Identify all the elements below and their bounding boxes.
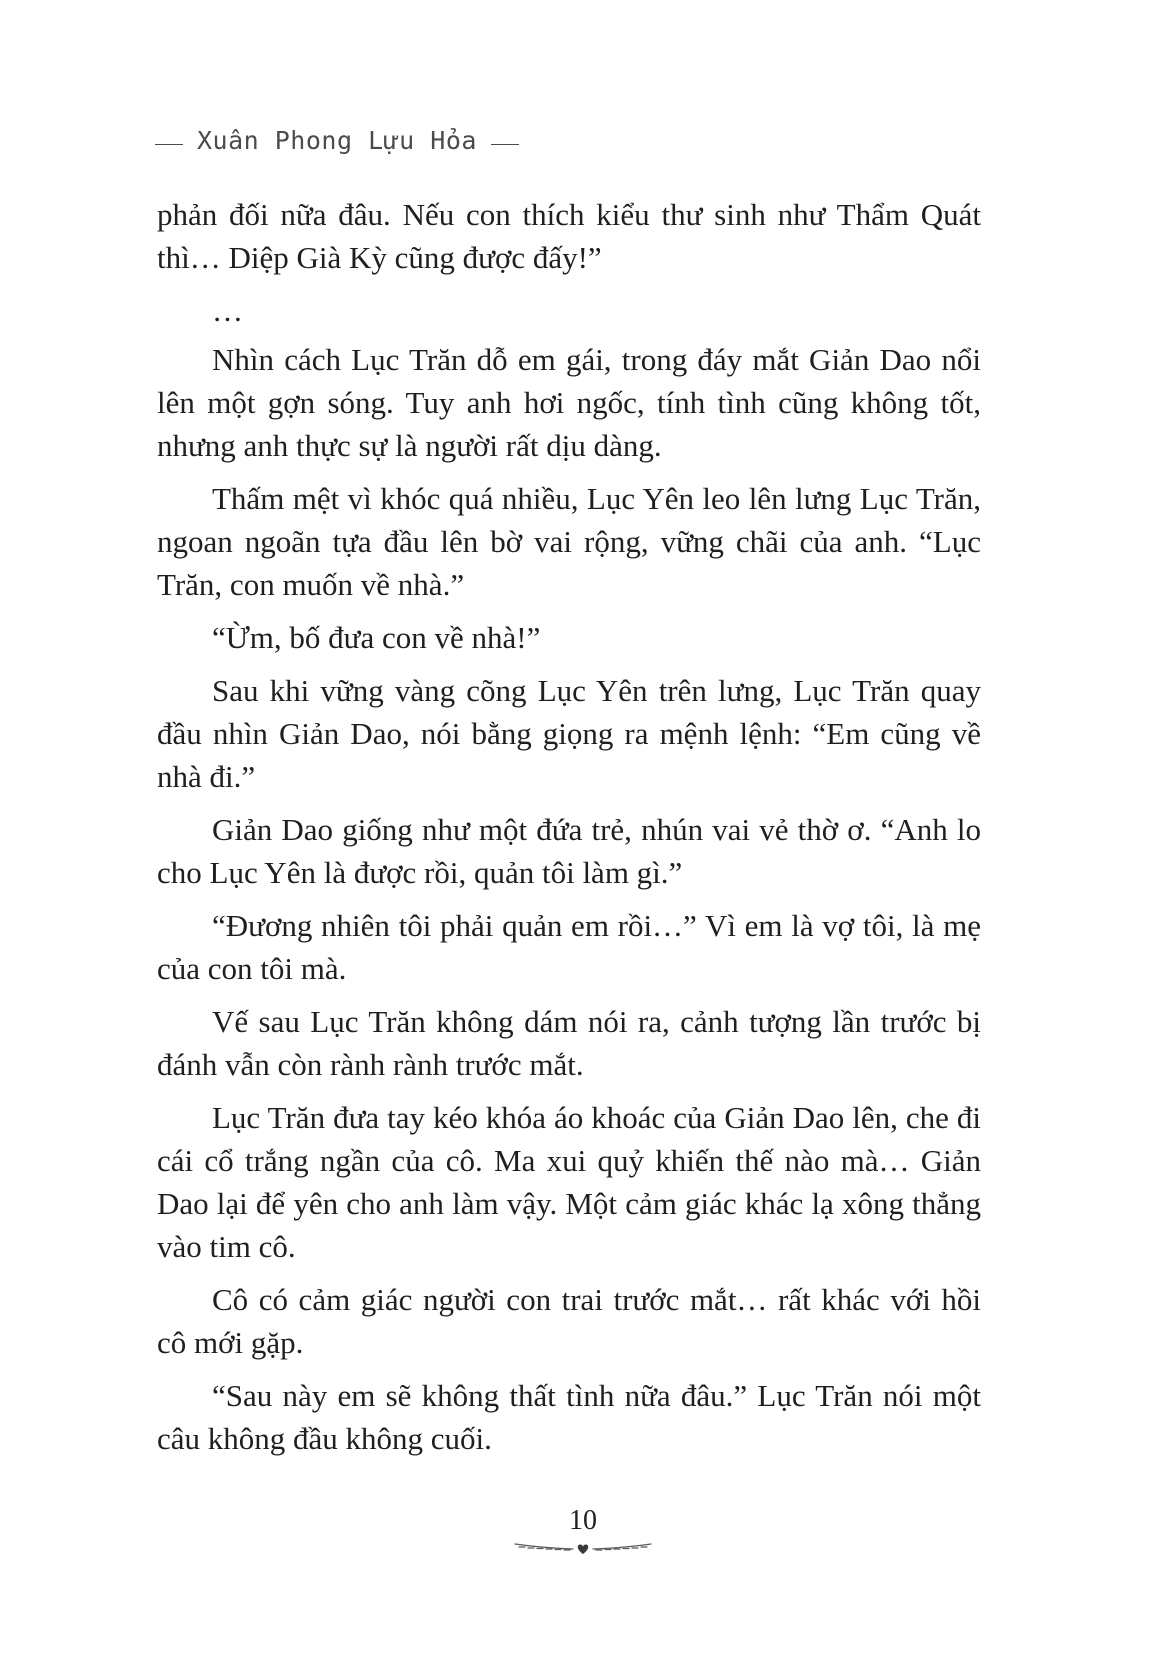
paragraph-3: Nhìn cách Lục Trăn dỗ em gái, trong đáy mắt Giản Dao nổi lên một gợn sóng. Tuy anh hơi ngốc, tính tình cũng không tốt, nhưng anh thực sự là người rất dịu dàng. bbox=[157, 342, 981, 463]
paragraph-12: “Sau này em sẽ không thất tình nữa đâu.” Lục Trăn nói một câu không đầu không cuối. bbox=[157, 1378, 981, 1456]
running-header bbox=[155, 126, 519, 155]
paragraph-7: Giản Dao giống như một đứa trẻ, nhún vai vẻ thờ ơ. “Anh lo cho Lục Yên là được rồi, quản tôi làm gì.” bbox=[157, 812, 981, 890]
paragraph-6: Sau khi vững vàng cõng Lục Yên trên lưng, Lục Trăn quay đầu nhìn Giản Dao, nói bằng giọng ra mệnh lệnh: “Em cũng về nhà đi.” bbox=[157, 673, 981, 794]
paragraph-4: Thấm mệt vì khóc quá nhiều, Lục Yên leo lên lưng Lục Trăn, ngoan ngoãn tựa đầu lên bờ vai rộng, vững chãi của anh. “Lục Trăn, con muốn về nhà.” bbox=[157, 481, 981, 602]
header-dash-right bbox=[491, 144, 519, 145]
paragraph-11: Cô có cảm giác người con trai trước mắt… rất khác với hồi cô mới gặp. bbox=[157, 1282, 981, 1360]
page-number: 10 bbox=[569, 1505, 597, 1536]
page-footer bbox=[0, 1505, 1166, 1557]
paragraph-10: Lục Trăn đưa tay kéo khóa áo khoác của Giản Dao lên, che đi cái cổ trắng ngần của cô. Ma xui quỷ khiến thế nào mà… Giản Dao lại để yên cho anh làm vậy. Một cảm giác khác lạ xông thẳng vào tim cô. bbox=[157, 1100, 981, 1264]
paragraph-1: phản đối nữa đâu. Nếu con thích kiểu thư sinh như Thẩm Quát thì… Diệp Già Kỳ cũng được đấy!” bbox=[157, 197, 981, 275]
heart-ornament-icon bbox=[513, 1539, 653, 1557]
paragraph-5: “Ừm, bố đưa con về nhà!” bbox=[212, 620, 541, 655]
header-dash-left bbox=[155, 144, 183, 145]
paragraph-8: “Đương nhiên tôi phải quản em rồi…” Vì em là vợ tôi, là mẹ của con tôi mà. bbox=[157, 908, 981, 986]
paragraph-9: Vế sau Lục Trăn không dám nói ra, cảnh tượng lần trước bị đánh vẫn còn rành rành trước mắt. bbox=[157, 1004, 981, 1082]
paragraph-ellipsis: … bbox=[212, 293, 243, 328]
body-text bbox=[157, 193, 981, 1470]
header-title: Xuân Phong Lựu Hỏa bbox=[197, 126, 477, 155]
